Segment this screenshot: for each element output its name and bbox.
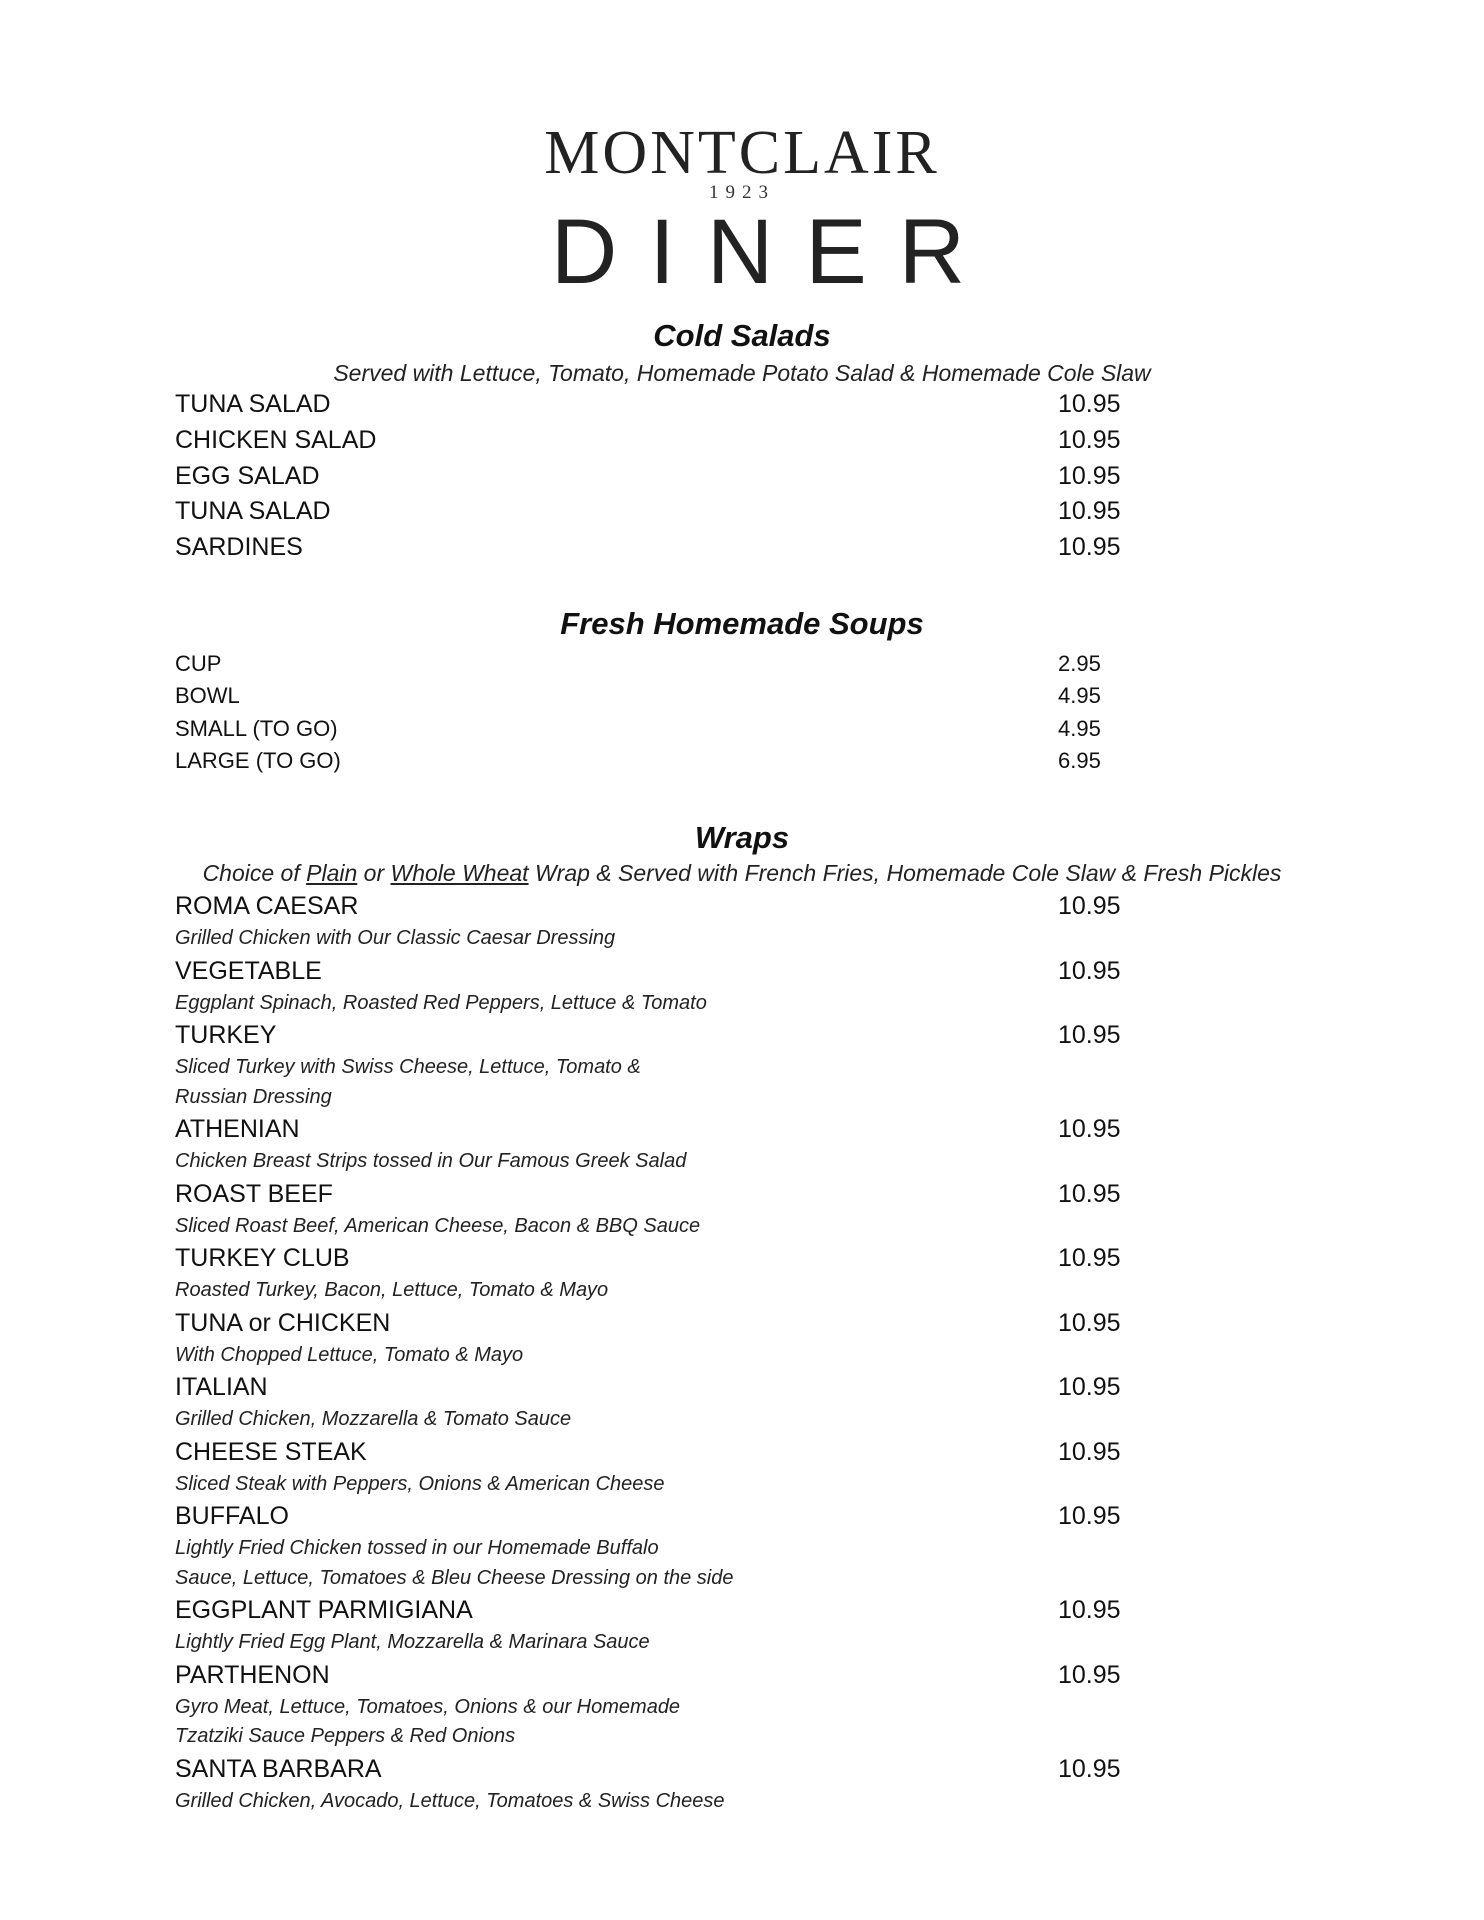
menu-item-header — [0, 1593, 1484, 1628]
menu-item — [0, 1370, 1484, 1435]
menu-item — [0, 423, 1484, 459]
menu-item-list — [0, 387, 1484, 566]
menu-item-price: 10.95 — [1058, 390, 1121, 418]
menu-item-price: 10.95 — [1058, 1754, 1121, 1783]
menu-item-description: Sliced Roast Beef, American Cheese, Bacon & BBQ Sauce — [175, 1214, 701, 1237]
menu-item-header — [0, 889, 1484, 924]
menu-item-description: Eggplant Spinach, Roasted Red Peppers, Lettuce & Tomato — [175, 991, 707, 1014]
menu-item-price: 10.95 — [1058, 1244, 1121, 1272]
menu-item-name: TUNA SALAD — [175, 390, 331, 418]
logo-wordmark-montclair: MONTCLAIR — [544, 119, 940, 187]
menu-item — [0, 1306, 1484, 1371]
menu-item — [0, 1241, 1484, 1306]
menu-item — [0, 1177, 1484, 1242]
menu-item-description: Tzatziki Sauce Peppers & Red Onions — [175, 1725, 516, 1747]
menu-item-price: 10.95 — [1058, 497, 1121, 526]
menu-item-price: 10.95 — [1058, 956, 1121, 985]
menu-item-price: 10.95 — [1058, 1660, 1121, 1689]
menu-item-name: ROAST BEEF — [175, 1179, 333, 1208]
menu-item-list — [0, 889, 1484, 1816]
menu-item-description: Gyro Meat, Lettuce, Tomatoes, Onions & our Homemade — [175, 1695, 681, 1718]
menu-item-name: SMALL (TO GO) — [175, 715, 338, 741]
subtitle-text: or — [357, 860, 391, 886]
logo-wordmark-diner: DINER — [550, 201, 998, 303]
menu-item-header — [0, 954, 1484, 989]
menu-item-name: CHEESE STEAK — [175, 1437, 367, 1466]
menu-item-header — [0, 1241, 1484, 1276]
menu-item — [0, 1658, 1484, 1752]
menu-item-header — [0, 1370, 1484, 1405]
menu-item-description: Chicken Breast Strips tossed in Our Famous Greek Salad — [175, 1150, 687, 1172]
menu-item-description: With Chopped Lettuce, Tomato & Mayo — [175, 1343, 524, 1366]
menu-item-description: Sauce, Lettuce, Tomatoes & Bleu Cheese Dressing on the side — [175, 1566, 734, 1589]
section-heading: Wraps — [694, 820, 790, 855]
menu-item — [0, 954, 1484, 1019]
menu-item-price: 4.95 — [1058, 683, 1101, 709]
cold-salads-section — [0, 318, 1484, 566]
menu-item — [0, 889, 1484, 954]
menu-item-description: Sliced Turkey with Swiss Cheese, Lettuce, Tomato & — [175, 1056, 641, 1078]
menu-item-name: LARGE (TO GO) — [175, 747, 341, 773]
menu-item-price: 10.95 — [1058, 533, 1121, 562]
menu-item-header — [0, 1018, 1484, 1053]
menu-item-description: Lightly Fried Egg Plant, Mozzarella & Marinara Sauce — [175, 1631, 650, 1653]
menu-item — [0, 1435, 1484, 1500]
menu-item-header — [0, 1752, 1484, 1787]
menu-item — [0, 1499, 1484, 1593]
menu-item-name: ITALIAN — [175, 1373, 268, 1401]
menu-item-price: 10.95 — [1058, 1596, 1121, 1624]
menu-item-name: CUP — [175, 651, 222, 676]
menu-item-name: CHICKEN SALAD — [175, 425, 377, 454]
menu-item-name: TUNA SALAD — [175, 497, 331, 526]
menu-item-description: Grilled Chicken, Mozzarella & Tomato Sauce — [175, 1408, 572, 1430]
menu-item-price: 10.95 — [1058, 1021, 1121, 1049]
soups-section — [0, 606, 1484, 777]
menu-item-name: SARDINES — [175, 533, 303, 562]
menu-item — [0, 648, 1484, 680]
menu-item-price: 10.95 — [1058, 1502, 1121, 1530]
menu-item-name: EGG SALAD — [175, 461, 320, 490]
menu-item-name: TUNA or CHICKEN — [175, 1308, 391, 1337]
menu-item-header — [0, 1177, 1484, 1212]
menu-item-price: 4.95 — [1058, 715, 1101, 741]
menu-item — [0, 387, 1484, 423]
menu-item — [0, 680, 1484, 712]
menu-item-price: 10.95 — [1058, 1179, 1121, 1208]
menu-item-description: Russian Dressing — [175, 1085, 332, 1108]
menu-item-description: Grilled Chicken with Our Classic Caesar Dressing — [175, 927, 616, 949]
menu-item-name: TURKEY — [175, 1021, 277, 1049]
menu-item-price: 10.95 — [1058, 461, 1121, 490]
menu-item-header — [0, 1435, 1484, 1470]
menu-item-name: BOWL — [175, 683, 240, 709]
wrap-choice: Whole Wheat — [390, 860, 529, 886]
menu-item-name: TURKEY CLUB — [175, 1244, 350, 1272]
menu-item-description: Lightly Fried Chicken tossed in our Homemade Buffalo — [175, 1537, 659, 1559]
menu-item-name: VEGETABLE — [175, 956, 322, 985]
menu-item — [0, 459, 1484, 495]
menu-item — [0, 494, 1484, 530]
menu-item-name: PARTHENON — [175, 1660, 330, 1689]
subtitle-text: Choice of — [202, 860, 307, 886]
logo-year: 1923 — [709, 182, 775, 203]
subtitle-text: Wrap & Served with French Fries, Homemade Cole Slaw & Fresh Pickles — [528, 860, 1282, 886]
menu-item-description: Grilled Chicken, Avocado, Lettuce, Tomatoes & Swiss Cheese — [175, 1789, 725, 1812]
section-heading: Cold Salads — [653, 318, 831, 353]
section-subtitle: Served with Lettuce, Tomato, Homemade Potato Salad & Homemade Cole Slaw — [333, 360, 1151, 386]
menu-item-name: SANTA BARBARA — [175, 1754, 382, 1783]
menu-item-price: 2.95 — [1058, 651, 1101, 676]
section-heading: Fresh Homemade Soups — [560, 606, 924, 641]
menu-item-header — [0, 1112, 1484, 1147]
wraps-section — [0, 820, 1484, 1816]
menu-item-header — [0, 1306, 1484, 1341]
menu-item — [0, 1752, 1484, 1817]
wrap-choice: Plain — [306, 860, 358, 886]
menu-item-name: ROMA CAESAR — [175, 892, 359, 920]
menu-item-price: 10.95 — [1058, 1115, 1121, 1143]
menu-item-price: 6.95 — [1058, 747, 1101, 773]
menu-item-price: 10.95 — [1058, 1308, 1121, 1337]
menu-item-price: 10.95 — [1058, 1437, 1121, 1466]
menu-item-list — [0, 648, 1484, 777]
menu-item-price: 10.95 — [1058, 1373, 1121, 1401]
menu-item — [0, 745, 1484, 777]
menu-item — [0, 1018, 1484, 1112]
menu-item-name: ATHENIAN — [175, 1115, 300, 1143]
menu-item — [0, 713, 1484, 745]
menu-item-name: BUFFALO — [175, 1502, 289, 1530]
menu-item — [0, 1593, 1484, 1658]
menu-item — [0, 1112, 1484, 1177]
menu-item-price: 10.95 — [1058, 425, 1121, 454]
menu-item-header — [0, 1658, 1484, 1693]
menu-item-header — [0, 1499, 1484, 1534]
menu-item-price: 10.95 — [1058, 892, 1121, 920]
section-subtitle — [0, 860, 1484, 887]
menu-item-name: EGGPLANT PARMIGIANA — [175, 1596, 473, 1624]
menu-item-description: Sliced Steak with Peppers, Onions & American Cheese — [175, 1472, 665, 1495]
menu-item-description: Roasted Turkey, Bacon, Lettuce, Tomato & Mayo — [175, 1279, 609, 1301]
menu-item — [0, 530, 1484, 566]
